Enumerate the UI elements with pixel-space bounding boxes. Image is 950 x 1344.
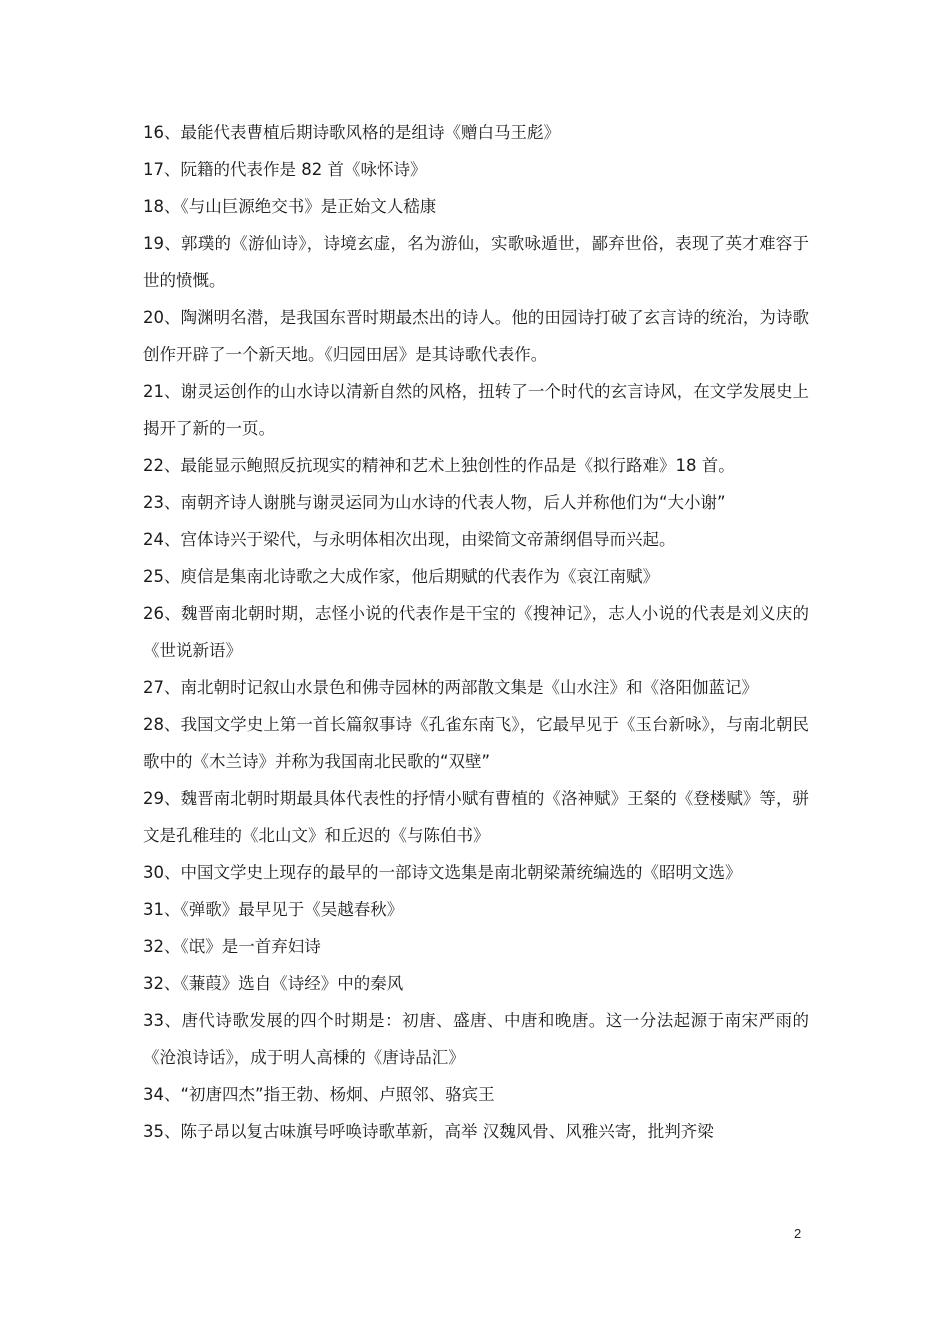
list-item: 27、南北朝时记叙山水景色和佛寺园林的两部散文集是《山水注》和《洛阳伽蓝记》 [143,678,758,697]
list-item: 34、“初唐四杰”指王勃、杨炯、卢照邻、骆宾王 [143,1085,495,1104]
list-item: 33、唐代诗歌发展的四个时期是：初唐、盛唐、中唐和晚唐。这一分法起源于南宋严雨的《沧浪诗话》，成于明人高棅的《唐诗品汇》 [143,1011,809,1067]
list-item: 16、最能代表曹植后期诗歌风格的是组诗《赠白马王彪》 [143,123,560,142]
list-item: 26、魏晋南北朝时期，志怪小说的代表作是干宝的《搜神记》，志人小说的代表是刘义庆的《世说新语》 [143,604,809,660]
list-item: 17、阮籍的代表作是 82 首《咏怀诗》 [143,160,427,179]
list-item: 29、魏晋南北朝时期最具体代表性的抒情小赋有曹植的《洛神赋》王粲的《登楼赋》等，骈文是孔稚珪的《北山文》和丘迟的《与陈伯书》 [143,789,809,845]
list-item: 24、宫体诗兴于梁代，与永明体相次出现，由梁简文帝萧纲倡导而兴起。 [143,530,676,549]
page-content [143,114,809,1150]
list-item: 32、《蒹葭》选自《诗经》中的秦风 [143,974,404,993]
list-item: 25、庾信是集南北诗歌之大成作家，他后期赋的代表作为《哀江南赋》 [143,567,659,586]
list-item: 28、我国文学史上第一首长篇叙事诗《孔雀东南飞》，它最早见于《玉台新咏》，与南北朝民歌中的《木兰诗》并称为我国南北民歌的“双壁” [143,715,809,771]
list-item: 18、《与山巨源绝交书》是正始文人嵇康 [143,197,437,216]
list-item: 19、郭璞的《游仙诗》，诗境玄虚，名为游仙，实歌咏遁世，鄙弃世俗，表现了英才难容于世的愤慨。 [143,234,809,290]
page-number: 2 [794,1226,802,1241]
list-item: 35、陈子昂以复古味旗号呼唤诗歌革新，高举 汉魏风骨、风雅兴寄，批判齐梁 [143,1122,714,1141]
list-item: 22、最能显示鲍照反抗现实的精神和艺术上独创性的作品是《拟行路难》18 首。 [143,456,735,475]
list-item: 30、中国文学史上现存的最早的一部诗文选集是南北朝梁萧统编选的《昭明文选》 [143,863,742,882]
list-item: 31、《弹歌》最早见于《吴越春秋》 [143,900,404,919]
list-item: 32、《氓》是一首弃妇诗 [143,937,321,956]
list-item: 21、谢灵运创作的山水诗以清新自然的风格，扭转了一个时代的玄言诗风，在文学发展史上揭开了新的一页。 [143,382,809,438]
list-item: 20、陶渊明名潜，是我国东晋时期最杰出的诗人。他的田园诗打破了玄言诗的统治，为诗歌创作开辟了一个新天地。《归园田居》是其诗歌代表作。 [143,308,809,364]
list-item: 23、南朝齐诗人谢朓与谢灵运同为山水诗的代表人物，后人并称他们为“大小谢” [143,493,726,512]
